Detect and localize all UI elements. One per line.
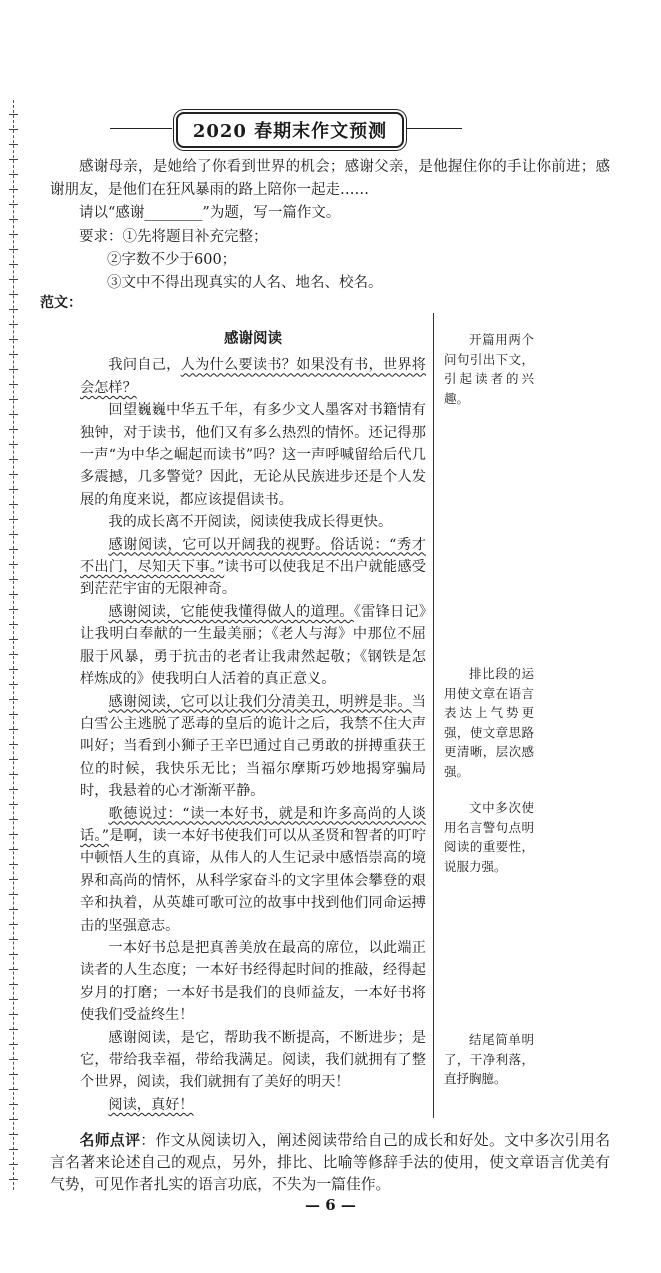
- prompt-intro: 感谢母亲，是她给了你看到世界的机会；感谢父亲，是他握住你的手让你前进；感谢朋友，是他们在狂风暴雨的路上陪你一起走……: [50, 159, 610, 198]
- title-rule-right: [404, 128, 462, 129]
- margin-note: 结尾简单明了，干净利落，直抒胸臆。: [444, 1032, 534, 1086]
- margin-note: 文中多次使用名言警句点明阅读的重要性，说服力强。: [444, 800, 534, 874]
- requirements-label: 要求：: [79, 229, 123, 245]
- prompt-instruction: 请以“感谢________”为题，写一篇作文。: [79, 205, 341, 221]
- page-title: 2020 春期末作文预测: [176, 112, 404, 148]
- essay-paragraph: 歌德说过：“读一本好书，就是和许多高尚的人谈话。”是啊，读一本好书使我们可以从圣贤和智者的叮咛中顿悟人生的真谛，从伟人的人生记录中感悟崇高的境界和高尚的情怀，从科学家奋斗的文字里体会攀登的艰辛和执着，从英雄可歌可泣的故事中找到他们同命运搏击的坚强意志。: [80, 805, 426, 934]
- requirement-2: ②字数不少于600；: [107, 252, 237, 268]
- essay-paragraph: 一本好书总是把真善美放在最高的席位，以此端正读者的人生态度；一本好书经得起时间的推敲，经得起岁月的打磨；一本好书是我们的良师益友，一本好书将使我们受益终生！: [80, 939, 426, 1024]
- teacher-review: [50, 1130, 610, 1196]
- essay-paragraph: 我问自己，人为什么要读书？如果没有书，世界将会怎样？: [80, 357, 426, 396]
- requirement-1: ①先将题目补充完整；: [122, 229, 268, 245]
- review-text: ：作文从阅读切入，阐述阅读带给自己的成长和好处。文中多次引用名言名著来论述自己的观点，另外，排比、比喻等修辞手法的使用，使文章语言优美有气势，可见作者扎实的语言功底，不失为一篇佳作。: [50, 1132, 610, 1193]
- page-number: — 6 —: [305, 1196, 356, 1214]
- margin-note: 排比段的运用使文章在语言表达上气势更强，使文章思路更清晰，层次感强。: [444, 666, 534, 779]
- essay-paragraph: 感谢阅读，是它，帮助我不断提高，不断进步；是它，带给我幸福，带给我满足。阅读，我们就拥有了整个世界，阅读，我们就拥有了美好的明天！: [80, 1029, 426, 1091]
- review-label: 名师点评: [79, 1132, 141, 1149]
- essay-paragraph: 感谢阅读，它能使我懂得做人的道理。《雷锋日记》让我明白奉献的一生最美丽；《老人与海》中那位不屈服于风暴，勇于抗击的老者让我肃然起敬；《钢铁是怎样炼成的》使我明白人活着的真正意义。: [80, 603, 426, 688]
- sample-essay-label: 范文：: [40, 295, 82, 311]
- essay-paragraph: 感谢阅读，它可以开阔我的视野。俗话说：“秀才不出门，尽知天下事。”读书可以使我足不出户就能感受到茫茫宇宙的无限神奇。: [80, 536, 426, 598]
- margin-note: 开篇用两个问句引出下文，引起读者的兴趣。: [444, 332, 534, 406]
- binding-ticks: [9, 100, 18, 1190]
- essay-paragraph: 我的成长离不开阅读，阅读使我成长得更快。: [108, 514, 393, 531]
- requirement-3: ③文中不得出现真实的人名、地名、校名。: [107, 275, 383, 291]
- sample-essay: [80, 322, 426, 1116]
- essay-paragraph: 感谢阅读，它可以让我们分清美丑，明辨是非。当白雪公主逃脱了恶毒的皇后的诡计之后，我禁不住大声叫好；当看到小狮子王辛巴通过自己勇敢的拼搏重获王位的时候，我快乐无比；当福尔摩斯巧妙地揭穿骗局时，我悬着的心才渐渐平静。: [80, 693, 426, 800]
- title-rule-left: [110, 128, 172, 129]
- column-divider: [433, 313, 434, 1118]
- requirements: [79, 226, 639, 249]
- essay-paragraph: 阅读，真好！: [108, 1096, 194, 1113]
- essay-title: 感谢阅读: [224, 331, 282, 347]
- essay-paragraph: 回望巍巍中华五千年，有多少文人墨客对书籍情有独钟，对于读书，他们又有多么热烈的情怀。还记得那一声“为中华之崛起而读书”吗？这一声呼喊留给后代几多震撼，几多警觉？因此，无论从民族进步还是个人发展的角度来说，都应该提倡读书。: [80, 402, 426, 508]
